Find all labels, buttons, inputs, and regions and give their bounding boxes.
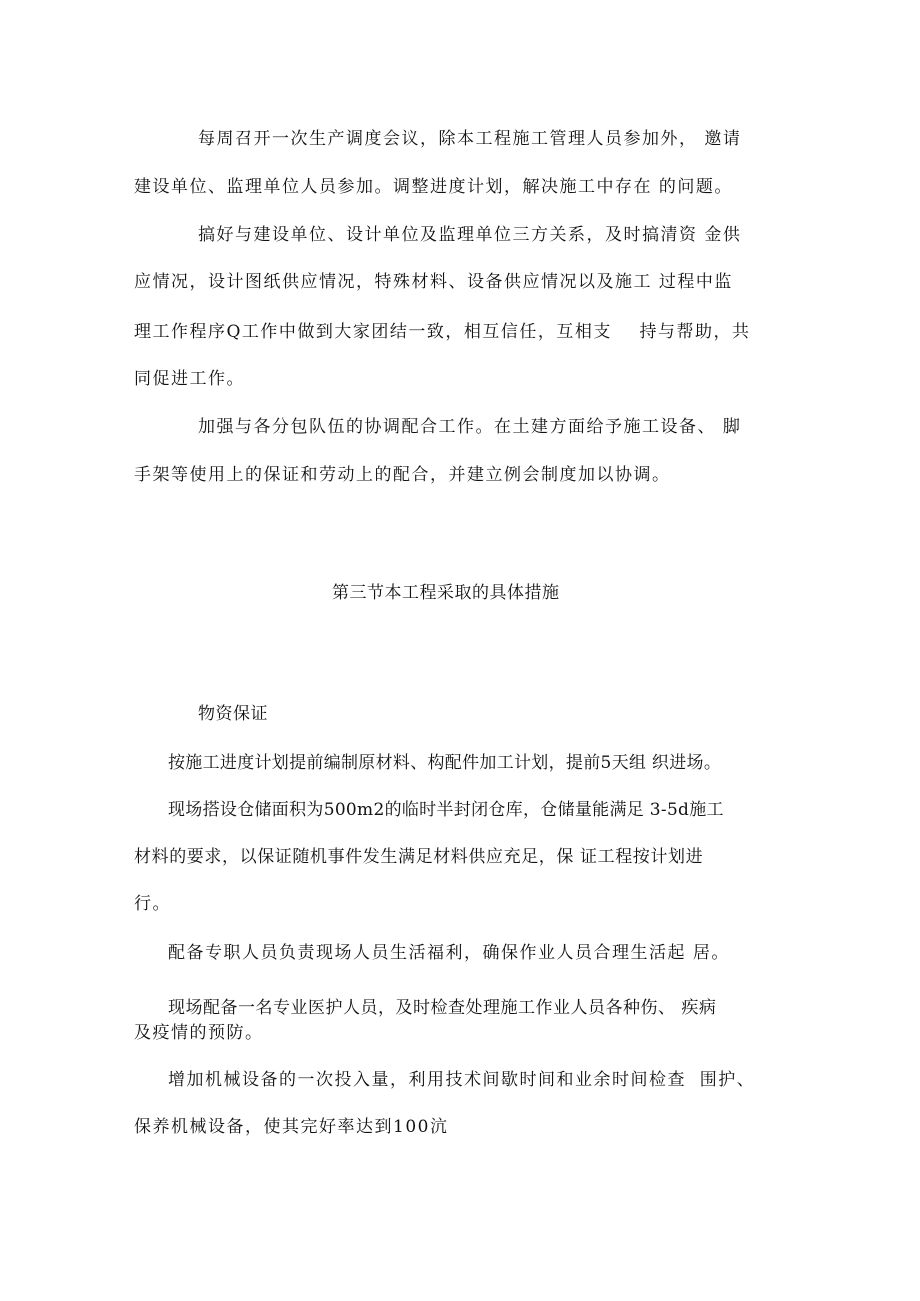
- item-line: 按施工进度计划提前编制原材料、构配件加工计划，提前5天组 织进场。: [168, 753, 722, 773]
- item-line: 行。: [134, 894, 171, 914]
- paragraph-line: 建设单位、监理单位人员参加。调整进度计划，解决施工中存在 的问题。: [134, 177, 733, 197]
- item-line: 增加机械设备的一次投入量，利用技术间歇时间和业余时间检查 围护、: [168, 1070, 756, 1090]
- item-line: 现场配备一名专业医护人员，及时检查处理施工作业人员各种伤、 疾病: [168, 998, 717, 1018]
- item-line: 及疫情的预防。: [134, 1023, 264, 1043]
- paragraph-line: 应情况，设计图纸供应情况，特殊材料、设备供应情况以及施工 过程中监: [134, 272, 733, 292]
- paragraph-line: 每周召开一次生产调度会议，除本工程施工管理人员参加外， 邀请: [198, 129, 742, 149]
- paragraph-line: 同促进工作。: [134, 369, 245, 389]
- subheading: 物资保证: [198, 704, 268, 724]
- item-line: 配备专职人员负责现场人员生活福利，确保作业人员合理生活起 居。: [168, 943, 730, 963]
- paragraph-line: 加强与各分包队伍的协调配合工作。在土建方面给予施工设备、 脚: [198, 417, 742, 437]
- section-title: 第三节本工程采取的具体措施: [332, 583, 560, 603]
- item-line: 保养机械设备，使其完好率达到100沆: [134, 1117, 449, 1137]
- paragraph-line: 理工作程序Q工作中做到大家团结一致，相互信任，互相支 持与帮助，共: [134, 322, 751, 342]
- paragraph-line: 搞好与建设单位、设计单位及监理单位三方关系，及时搞清资 金供: [198, 225, 742, 245]
- item-line: 材料的要求，以保证随机事件发生满足材料供应充足，保 证工程按计划进: [134, 847, 704, 867]
- item-line: 现场搭设仓储面积为500m2的临时半封闭仓库，仓储量能满足 3-5d施工: [168, 800, 724, 820]
- paragraph-line: 手架等使用上的保证和劳动上的配合，并建立例会制度加以协调。: [134, 465, 671, 485]
